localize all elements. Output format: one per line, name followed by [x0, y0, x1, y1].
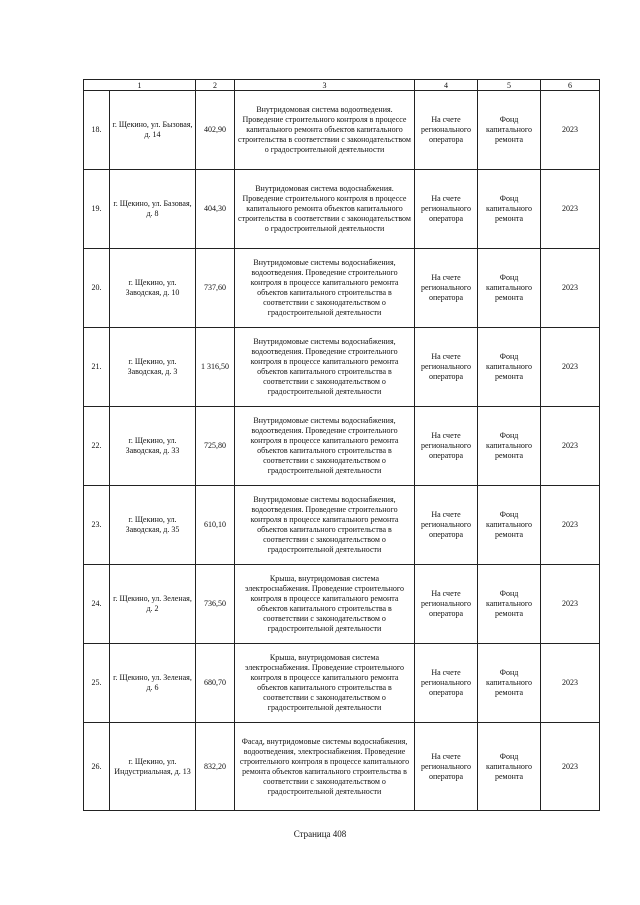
- year-cell: 2023: [541, 328, 600, 407]
- table-row: [84, 91, 600, 170]
- header-cell-1: 1: [84, 80, 196, 91]
- funding-source-cell: Фонд капитального ремонта: [478, 723, 541, 811]
- area-cell: 404,30: [196, 170, 235, 249]
- funding-source-cell: Фонд капитального ремонта: [478, 486, 541, 565]
- page-number: Страница 408: [293, 829, 347, 839]
- works-cell: Крыша, внутридомовая система электроснабжения. Проведение строительного контроля в процессе капитального ремонта объектов капитального строительства в соответствии с законодательством о градостроительной деятельности: [235, 565, 415, 644]
- year-cell: 2023: [541, 486, 600, 565]
- table-row: [84, 486, 600, 565]
- table-row: [84, 565, 600, 644]
- area-cell: 737,60: [196, 249, 235, 328]
- funding-source-cell: Фонд капитального ремонта: [478, 170, 541, 249]
- table-row: [84, 249, 600, 328]
- address-cell: г. Щекино, ул. Заводская, д. 33: [110, 407, 196, 486]
- funding-source-cell: Фонд капитального ремонта: [478, 407, 541, 486]
- funding-source-cell: Фонд капитального ремонта: [478, 249, 541, 328]
- works-cell: Внутридомовые системы водоснабжения, водоотведения. Проведение строительного контроля в процессе капитального ремонта объектов капитального строительства в соответствии с законодательством о градостроительной деятельности: [235, 486, 415, 565]
- table-row: [84, 723, 600, 811]
- works-cell: Крыша, внутридомовая система электроснабжения. Проведение строительного контроля в процессе капитального ремонта объектов капитального строительства в соответствии с законодательством о градостроительной деятельности: [235, 644, 415, 723]
- table-row: [84, 644, 600, 723]
- address-cell: г. Щекино, ул. Зеленая, д. 2: [110, 565, 196, 644]
- year-cell: 2023: [541, 91, 600, 170]
- area-cell: 1 316,50: [196, 328, 235, 407]
- table-header-row: [84, 80, 600, 91]
- year-cell: 2023: [541, 644, 600, 723]
- year-cell: 2023: [541, 565, 600, 644]
- area-cell: 610,10: [196, 486, 235, 565]
- year-cell: 2023: [541, 249, 600, 328]
- account-cell: На счете регионального оператора: [415, 565, 478, 644]
- account-cell: На счете регионального оператора: [415, 486, 478, 565]
- funding-source-cell: Фонд капитального ремонта: [478, 644, 541, 723]
- area-cell: 402,90: [196, 91, 235, 170]
- address-cell: г. Щекино, ул. Заводская, д. 35: [110, 486, 196, 565]
- address-cell: г. Щекино, ул. Бызовая, д. 14: [110, 91, 196, 170]
- header-cell-4: 4: [415, 80, 478, 91]
- works-cell: Внутридомовые системы водоснабжения, водоотведения. Проведение строительного контроля в процессе капитального ремонта объектов капитального строительства в соответствии с законодательством о градостроительной деятельности: [235, 407, 415, 486]
- account-cell: На счете регионального оператора: [415, 644, 478, 723]
- account-cell: На счете регионального оператора: [415, 407, 478, 486]
- row-number-cell: 20.: [84, 249, 110, 328]
- works-cell: Фасад, внутридомовые системы водоснабжения, водоотведения, электроснабжения. Проведение строительного контроля в процессе капитального ремонта объектов капитального строительства в соответствии с законодательством о градостроительной деятельности: [235, 723, 415, 811]
- funding-source-cell: Фонд капитального ремонта: [478, 565, 541, 644]
- year-cell: 2023: [541, 723, 600, 811]
- area-cell: 832,20: [196, 723, 235, 811]
- year-cell: 2023: [541, 407, 600, 486]
- account-cell: На счете регионального оператора: [415, 91, 478, 170]
- works-cell: Внутридомовые системы водоснабжения, водоотведения. Проведение строительного контроля в процессе капитального ремонта объектов капитального строительства в соответствии с законодательством о градостроительной деятельности: [235, 249, 415, 328]
- address-cell: г. Щекино, ул. Заводская, д. 3: [110, 328, 196, 407]
- works-cell: Внутридомовая система водоснабжения. Проведение строительного контроля в процессе капитального ремонта объектов капитального строительства в соответствии с законодательством о градостроительной деятельности: [235, 170, 415, 249]
- header-cell-6: 6: [541, 80, 600, 91]
- table-row: [84, 407, 600, 486]
- year-cell: 2023: [541, 170, 600, 249]
- repair-schedule-table: [83, 79, 600, 811]
- row-number-cell: 22.: [84, 407, 110, 486]
- funding-source-cell: Фонд капитального ремонта: [478, 91, 541, 170]
- row-number-cell: 18.: [84, 91, 110, 170]
- works-cell: Внутридомовые системы водоснабжения, водоотведения. Проведение строительного контроля в процессе капитального ремонта объектов капитального строительства в соответствии с законодательством о градостроительной деятельности: [235, 328, 415, 407]
- address-cell: г. Щекино, ул. Индустриальная, д. 13: [110, 723, 196, 811]
- row-number-cell: 24.: [84, 565, 110, 644]
- header-cell-3: 3: [235, 80, 415, 91]
- funding-source-cell: Фонд капитального ремонта: [478, 328, 541, 407]
- header-cell-2: 2: [196, 80, 235, 91]
- row-number-cell: 23.: [84, 486, 110, 565]
- area-cell: 680,70: [196, 644, 235, 723]
- account-cell: На счете регионального оператора: [415, 723, 478, 811]
- row-number-cell: 21.: [84, 328, 110, 407]
- address-cell: г. Щекино, ул. Базовая, д. 8: [110, 170, 196, 249]
- header-cell-5: 5: [478, 80, 541, 91]
- row-number-cell: 25.: [84, 644, 110, 723]
- row-number-cell: 19.: [84, 170, 110, 249]
- row-number-cell: 26.: [84, 723, 110, 811]
- address-cell: г. Щекино, ул. Зеленая, д. 6: [110, 644, 196, 723]
- works-cell: Внутридомовая система водоотведения. Проведение строительного контроля в процессе капитального ремонта объектов капитального строительства в соответствии с законодательством о градостроительной деятельности: [235, 91, 415, 170]
- table-row: [84, 170, 600, 249]
- account-cell: На счете регионального оператора: [415, 328, 478, 407]
- address-cell: г. Щекино, ул. Заводская, д. 10: [110, 249, 196, 328]
- area-cell: 736,50: [196, 565, 235, 644]
- account-cell: На счете регионального оператора: [415, 170, 478, 249]
- table-row: [84, 328, 600, 407]
- area-cell: 725,80: [196, 407, 235, 486]
- account-cell: На счете регионального оператора: [415, 249, 478, 328]
